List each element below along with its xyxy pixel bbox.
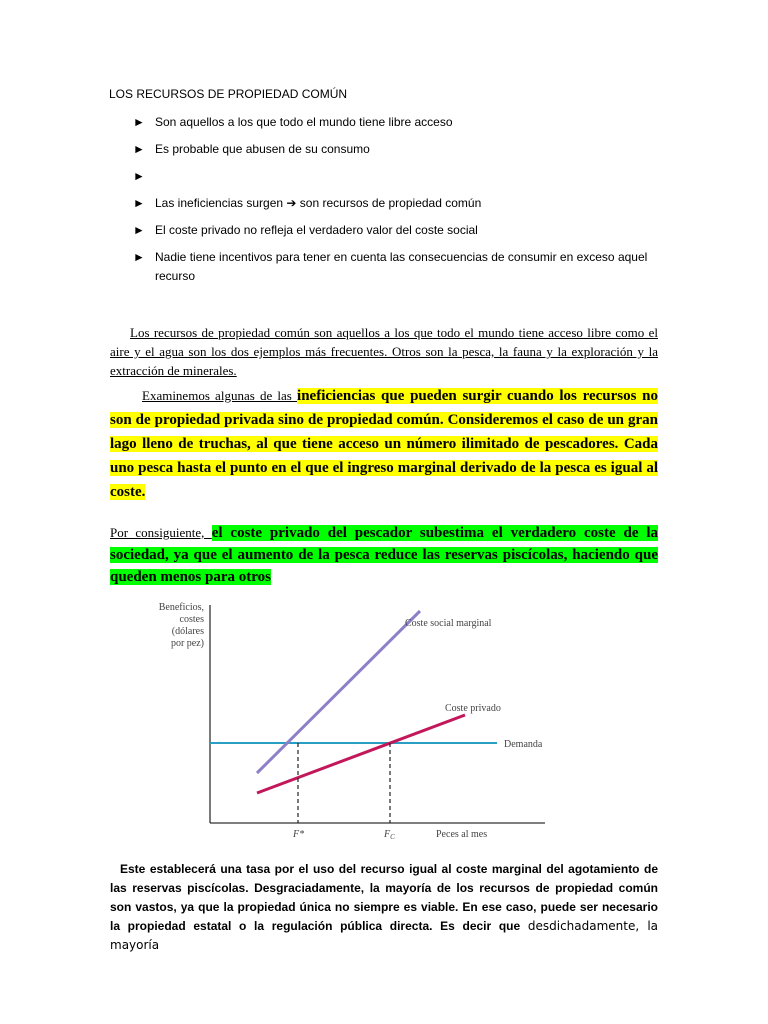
private-cost-line bbox=[257, 715, 465, 793]
y-axis-label-line: por pez) bbox=[170, 638, 204, 649]
list-item bbox=[133, 167, 663, 186]
bullet-arrow-icon: ► bbox=[133, 250, 145, 264]
x-tick-label: F* bbox=[293, 829, 305, 840]
bullet-text: Las ineficiencias surgen ➔ son recursos de propiedad común bbox=[155, 196, 482, 210]
list-item bbox=[133, 221, 663, 240]
paragraph-intro-text: Examinemos algunas de las bbox=[142, 388, 298, 403]
x-tick-label: $F_C$ bbox=[384, 829, 395, 841]
bullet-arrow-icon: ► bbox=[133, 115, 145, 129]
bullet-arrow-icon: ► bbox=[133, 169, 145, 183]
bullet-list bbox=[133, 113, 663, 286]
y-axis-label-line: (dólares bbox=[171, 626, 204, 637]
list-item bbox=[133, 194, 663, 213]
bullet-text: El coste privado no refleja el verdadero valor del coste social bbox=[155, 223, 478, 237]
y-axis-title bbox=[159, 602, 204, 649]
page-title: LOS RECURSOS DE PROPIEDAD COMÚN bbox=[109, 87, 348, 101]
bullet-arrow-icon: ► bbox=[133, 196, 145, 210]
paragraph-tail: desdichadamente, la mayoría bbox=[110, 919, 659, 952]
list-item bbox=[133, 248, 663, 286]
paragraph-text: Los recursos de propiedad común son aquellos a los que todo el mundo tiene acceso libre como el aire y el agua son los dos ejemplos más frecuentes. Otros son la pesca, la fauna y la exploración y la extracción de minerales. bbox=[110, 325, 658, 378]
series-label-private-cost: Coste privado bbox=[445, 703, 501, 714]
common-resource-chart bbox=[150, 595, 570, 845]
marginal-social-cost-line bbox=[257, 611, 420, 773]
paragraph-private-cost bbox=[110, 522, 658, 588]
series-label-demand: Demanda bbox=[504, 739, 543, 750]
list-item bbox=[133, 140, 663, 159]
paragraph-tax bbox=[110, 860, 658, 955]
paragraph-intro: Por consiguiente, bbox=[110, 525, 212, 540]
bullet-arrow-icon: ► bbox=[133, 223, 145, 237]
bullet-text: Es probable que abusen de su consumo bbox=[155, 142, 370, 156]
paragraph-text: Este establecerá una tasa por el uso del recurso igual al coste marginal del agotamiento de las reservas piscícolas. Desgraciadamente, la mayoría de los recursos de propiedad común son vastos, ya que la propiedad única no siempre es viable. En ese caso, puede ser necesario la propiedad estatal o la regulación pública directa. Es decir que bbox=[110, 862, 658, 933]
bullet-text: Son aquellos a los que todo el mundo tiene libre acceso bbox=[155, 115, 453, 129]
bullet-text: Nadie tiene incentivos para tener en cuenta las consecuencias de consumir en exceso aquel recurso bbox=[155, 250, 648, 283]
series-label-social-cost: Coste social marginal bbox=[405, 618, 492, 629]
bullet-arrow-icon: ► bbox=[133, 142, 145, 156]
highlighted-text-yellow: ineficiencias que pueden surgir cuando los recursos no son de propiedad privada sino de propiedad común. Consideremos el caso de un gran lago lleno de truchas, al que tiene acceso un número ilimitado de pescadores. Cada uno pesca hasta el punto en el que el ingreso marginal derivado de la pesca es igual al coste. bbox=[110, 388, 658, 500]
paragraph-inefficiencies bbox=[110, 384, 658, 504]
paragraph-common-resources bbox=[110, 323, 658, 380]
paragraph-intro bbox=[110, 388, 297, 403]
x-tick-subscript: C bbox=[390, 833, 395, 841]
y-axis-label-line: costes bbox=[179, 614, 204, 625]
highlighted-text-green: el coste privado del pescador subestima el verdadero coste de la sociedad, ya que el aumento de la pesca reduce las reservas piscícolas, haciendo que queden menos para otros bbox=[110, 525, 659, 585]
x-axis-title: Peces al mes bbox=[436, 829, 488, 840]
y-axis-label-line: Beneficios, bbox=[158, 602, 204, 613]
list-item bbox=[133, 113, 663, 132]
